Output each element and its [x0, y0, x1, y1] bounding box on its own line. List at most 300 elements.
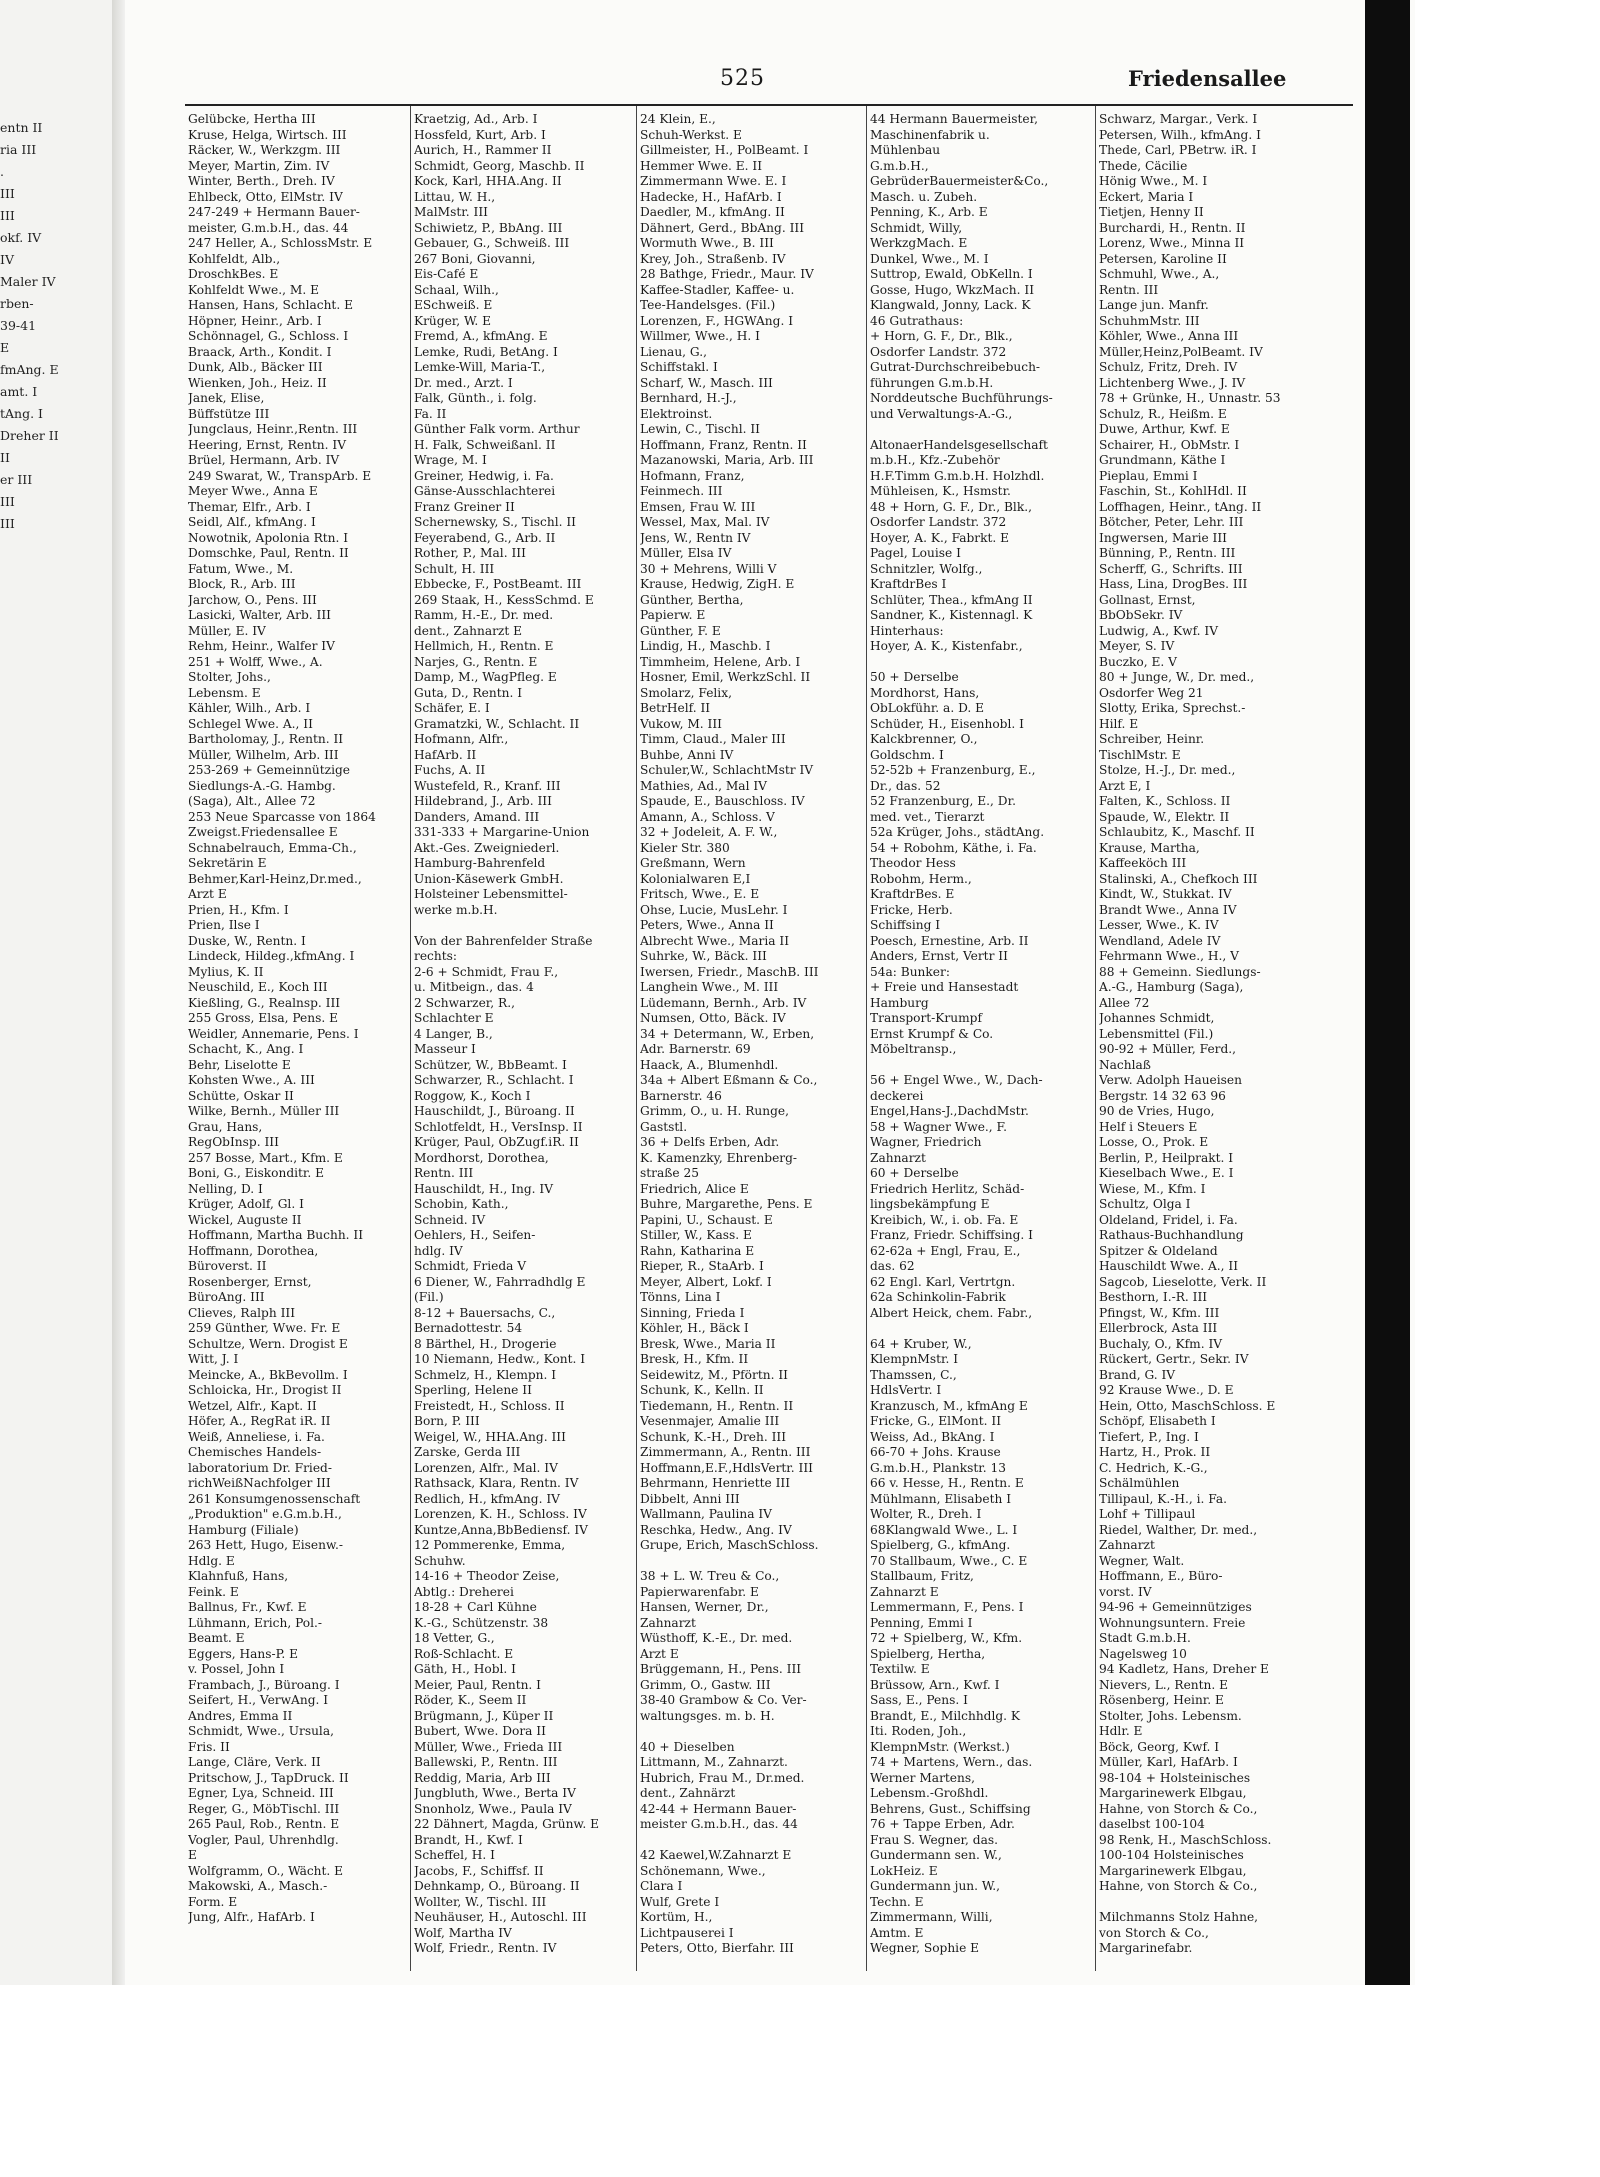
directory-entry-line: LokHeiz. E	[870, 1863, 938, 1878]
directory-entry-line: Tee-Handelsges. (Fil.)	[640, 298, 776, 312]
directory-entry-line: Wendland, Adele IV	[1099, 933, 1221, 948]
left-page-text: E	[0, 340, 10, 355]
directory-entry-line: 94 Kadletz, Hans, Dreher E	[1099, 1662, 1269, 1676]
directory-entry-line: Gundermann sen. W.,	[870, 1848, 1002, 1862]
directory-entry-line: Engel,Hans-J.,DachdMstr.	[870, 1104, 1029, 1118]
directory-entry-line: 34a + Albert Eßmann & Co.,	[640, 1073, 818, 1087]
directory-entry-line: Falten, K., Schloss. II	[1099, 794, 1231, 808]
directory-entry-line: Schlaubitz, K., Maschf. II	[1099, 825, 1255, 839]
directory-entry-line: Zimmermann, Willi,	[870, 1910, 993, 1924]
directory-entry-line: Pieplau, Emmi I	[1099, 468, 1198, 483]
directory-entry-line: Kohlfeldt Wwe., M. E	[188, 282, 319, 297]
directory-entry-line: Kreibich, W., i. ob. Fa. E	[870, 1212, 1019, 1227]
directory-entry-line: Schiffstakl. I	[640, 360, 718, 374]
directory-entry-line: Reger, G., MöbTischl. III	[188, 1801, 340, 1816]
directory-entry-line: Seidewitz, M., Pförtn. II	[640, 1367, 788, 1382]
directory-entry-line: Schunk, K.-H., Dreh. III	[640, 1429, 787, 1444]
directory-entry-line: Siedlungs-A.-G. Hambg.	[188, 778, 336, 793]
directory-entry-line: Domschke, Paul, Rentn. II	[188, 546, 349, 560]
directory-entry-line: Andres, Emma II	[188, 1708, 293, 1723]
directory-entry-line: Friedrich, Alice E	[640, 1181, 749, 1196]
directory-entry-line: 72 + Spielberg, W., Kfm.	[870, 1631, 1023, 1645]
directory-entry-line: Mühleisen, K., Hsmstr.	[870, 484, 1011, 498]
directory-entry-line: Kraetzig, Ad., Arb. I	[414, 112, 538, 126]
directory-entry-line: Timm, Claud., Maler III	[640, 732, 786, 746]
directory-entry-line: Lindeck, Hildeg.,kfmAng. I	[188, 949, 355, 963]
directory-entry-line: Lange, Cläre, Verk. II	[188, 1755, 321, 1769]
directory-entry-line: 66-70 + Johs. Krause	[870, 1445, 1001, 1459]
directory-entry-line: das. 62	[870, 1259, 915, 1273]
directory-entry-line: Krüger, Adolf, Gl. I	[188, 1197, 304, 1211]
directory-entry-line: Loffhagen, Heinr., tAng. II	[1099, 499, 1262, 514]
directory-entry-line: Spitzer & Oldeland	[1099, 1243, 1218, 1258]
directory-entry-line: Krause, Hedwig, ZigH. E	[640, 577, 795, 591]
directory-entry-line: Rehm, Heinr., Walfer IV	[188, 639, 335, 653]
column-rule	[410, 106, 411, 1971]
directory-entry-line: Lorenz, Wwe., Minna II	[1099, 236, 1245, 250]
directory-entry-line: Thede, Carl, PBetrw. iR. I	[1099, 143, 1257, 157]
directory-entry-line: Brand, G. IV	[1099, 1367, 1176, 1382]
directory-entry-line	[870, 1321, 1093, 1337]
left-page-text: III	[0, 516, 15, 531]
directory-entry-line: Müller, Karl, HafArb. I	[1099, 1755, 1238, 1769]
directory-entry-line: 98 Renk, H., MaschSchloss.	[1099, 1832, 1272, 1847]
directory-entry-line: Fricke, Herb.	[870, 902, 953, 917]
left-page-text: II	[0, 450, 10, 465]
directory-entry-line: Janek, Elise,	[188, 391, 265, 405]
directory-entry-line: Lemke, Rudi, BetAng. I	[414, 344, 558, 359]
left-page-text: Dreher II	[0, 428, 59, 443]
directory-entry-line: Anders, Ernst, Vertr II	[870, 949, 1008, 963]
directory-entry-line: 253 Neue Sparcasse von 1864	[188, 809, 376, 824]
directory-entry-line: Zahnarzt	[1099, 1538, 1155, 1552]
directory-entry-line: 90-92 + Müller, Ferd.,	[1099, 1042, 1237, 1056]
left-page-text: tAng. I	[0, 406, 43, 421]
directory-entry-line: Oldeland, Fridel, i. Fa.	[1099, 1212, 1238, 1227]
directory-entry-line: Transport-Krumpf	[870, 1011, 982, 1025]
directory-entry-line: Block, R., Arb. III	[188, 577, 296, 591]
directory-entry-line: Grupe, Erich, MaschSchloss.	[640, 1538, 819, 1552]
directory-entry-line: Hauschildt, J., Büroang. II	[414, 1104, 575, 1118]
directory-entry-line: Günther, F. E	[640, 623, 721, 638]
directory-entry-line: Brandt, H., Kwf. I	[414, 1832, 523, 1847]
directory-entry-line: Müller, Wwe., Frieda III	[414, 1739, 563, 1754]
directory-entry-line: Hilf. E	[1099, 716, 1139, 731]
directory-entry-line: 100-104 Holsteinisches	[1099, 1848, 1244, 1862]
directory-entry-line: Müller, E. IV	[188, 623, 266, 638]
directory-entry-line: Hahne, von Storch & Co.,	[1099, 1879, 1258, 1893]
directory-entry-line: Akt.-Ges. Zweigniederl.	[414, 840, 560, 855]
directory-entry-line: Wallmann, Paulina IV	[640, 1507, 772, 1521]
directory-entry-line: Mazanowski, Maria, Arb. III	[640, 453, 814, 467]
directory-entry-line: meister G.m.b.H., das. 44	[640, 1817, 798, 1831]
directory-entry-line: Schmidt, Frieda V	[414, 1259, 527, 1273]
directory-entry-line: Amtm. E	[870, 1925, 924, 1940]
directory-entry-line: Schult, H. III	[414, 561, 495, 576]
directory-entry-line: Hoffmann, Franz, Rentn. II	[640, 437, 807, 452]
directory-entry-line: Born, P. III	[414, 1414, 480, 1428]
directory-entry-line: Stolter, Johs. Lebensm.	[1099, 1708, 1242, 1723]
directory-entry-line: Papierw. E	[640, 608, 706, 622]
directory-entry-line: Rother, P., Mal. III	[414, 546, 526, 560]
left-page-text: IV	[0, 252, 14, 267]
directory-entry-line: Gollnast, Ernst,	[1099, 592, 1196, 607]
directory-entry-line: Peters, Otto, Bierfahr. III	[640, 1941, 794, 1955]
directory-entry-line: Vogler, Paul, Uhrenhdlg.	[188, 1832, 339, 1847]
directory-entry-line: Textilw. E	[870, 1662, 930, 1676]
directory-entry-line: Meyer, S. IV	[1099, 639, 1175, 653]
directory-entry-line	[640, 1833, 864, 1849]
directory-entry-line: Frambach, J., Büroang. I	[188, 1677, 340, 1692]
directory-entry-line: Jung, Alfr., HafArb. I	[188, 1910, 315, 1924]
directory-entry-line: Zahnarzt	[640, 1615, 696, 1630]
directory-entry-line: Lindig, H., Maschb. I	[640, 639, 771, 653]
directory-entry-line: Schönnagel, G., Schloss. I	[188, 329, 349, 343]
directory-entry-line: Osdorfer Weg 21	[1099, 685, 1204, 700]
directory-entry-line: Schmidt, Willy,	[870, 220, 963, 235]
directory-entry-line: Hoffmann, Martha Buchh. II	[188, 1228, 364, 1242]
left-page-text: okf. IV	[0, 230, 42, 245]
directory-entry-line: Brandt Wwe., Anna IV	[1099, 902, 1237, 917]
directory-entry-line: 56 + Engel Wwe., W., Dach-	[870, 1073, 1043, 1087]
directory-entry-line: Krüger, W. E	[414, 313, 492, 328]
directory-entry-line: Buhre, Margarethe, Pens. E	[640, 1197, 813, 1211]
directory-entry-line: Abtlg.: Dreherei	[414, 1584, 514, 1599]
directory-entry-line: KraftdrBes I	[870, 577, 947, 591]
directory-entry-line: Lohf + Tillipaul	[1099, 1507, 1196, 1521]
directory-entry-line: Schäfer, E. I	[414, 701, 490, 715]
directory-entry-line: Hofmann, Alfr.,	[414, 732, 509, 746]
directory-entry-line: Wormuth Wwe., B. III	[640, 236, 774, 250]
directory-entry-line: Rathsack, Klara, Rentn. IV	[414, 1476, 579, 1490]
directory-entry-line: Lasicki, Walter, Arb. III	[188, 608, 331, 622]
directory-entry-line: Papini, U., Schaust. E	[640, 1212, 773, 1227]
directory-entry-line: Hansen, Hans, Schlacht. E	[188, 298, 353, 312]
directory-column-2	[414, 112, 634, 1972]
directory-entry-line: Timmheim, Helene, Arb. I	[640, 654, 801, 669]
directory-entry-line: Schmelz, H., Klempn. I	[414, 1367, 557, 1382]
directory-entry-line: 42 Kaewel,W.Zahnarzt E	[640, 1848, 792, 1862]
directory-entry-line: Tiedemann, H., Rentn. II	[640, 1398, 794, 1413]
directory-entry-line: 70 Stallbaum, Wwe., C. E	[870, 1553, 1028, 1568]
directory-entry-line: ESchweiß. E	[414, 298, 493, 312]
directory-entry-line: Clara I	[640, 1879, 683, 1893]
directory-entry-line: Wiese, M., Kfm. I	[1099, 1181, 1206, 1196]
directory-entry-line: 267 Boni, Giovanni,	[414, 251, 536, 266]
directory-entry-line: H. Falk, Schweißanl. II	[414, 437, 556, 452]
column-rule	[1095, 106, 1096, 1971]
directory-entry-line: ObLokführ. a. D. E	[870, 701, 985, 715]
directory-entry-line: Sass, E., Pens. I	[870, 1693, 968, 1707]
directory-entry-line: Buchaly, O., Kfm. IV	[1099, 1336, 1223, 1351]
directory-entry-line: Grundmann, Käthe I	[1099, 453, 1226, 467]
directory-entry-line: HafArb. II	[414, 747, 477, 762]
directory-entry-line: Hein, Otto, MaschSchloss. E	[1099, 1398, 1276, 1413]
directory-entry-line: Beamt. E	[188, 1631, 245, 1645]
directory-entry-line: Schönemann, Wwe.,	[640, 1863, 766, 1878]
left-page-text: III	[0, 208, 15, 223]
directory-entry-line: Ludwig, A., Kwf. IV	[1099, 623, 1219, 638]
directory-entry-line: Haack, A., Blumenhdl.	[640, 1057, 779, 1072]
directory-entry-line: Müller, Wilhelm, Arb. III	[188, 747, 339, 762]
directory-entry-line: Mühlenbau	[870, 143, 941, 157]
directory-entry-line: Wienken, Joh., Heiz. II	[188, 375, 327, 390]
directory-entry-line: Prien, Ilse I	[188, 918, 260, 932]
directory-entry-line: DroschkBes. E	[188, 267, 279, 281]
directory-entry-line: Buczko, E. V	[1099, 654, 1177, 669]
directory-entry-line: Spaude, E., Bauschloss. IV	[640, 794, 805, 808]
directory-entry-line: K. Kamenzky, Ehrenberg-	[640, 1150, 798, 1165]
page-edge-shadow	[1365, 0, 1410, 1985]
directory-entry-line: Brügmann, J., Küper II	[414, 1708, 554, 1723]
directory-entry-line: Kießling, G., Realnsp. III	[188, 995, 341, 1010]
directory-entry-line: Schmidt, Wwe., Ursula,	[188, 1724, 334, 1738]
directory-entry-line: Losse, O., Prok. E	[1099, 1135, 1209, 1149]
directory-entry-line: Böck, Georg, Kwf. I	[1099, 1739, 1220, 1754]
directory-entry-line: lingsbekämpfung E	[870, 1197, 990, 1211]
directory-entry-line: Kaffee-Stadler, Kaffee- u.	[640, 282, 795, 297]
directory-entry-line: GebrüderBauermeister&Co.,	[870, 174, 1049, 188]
directory-entry-line: + Freie und Hansestadt	[870, 980, 1019, 994]
directory-entry-line: Braack, Arth., Kondit. I	[188, 344, 332, 359]
left-page-fragment	[0, 0, 118, 1985]
directory-entry-line: Schuler,W., SchlachtMstr IV	[640, 763, 814, 777]
directory-entry-line: Schuh-Werkst. E	[640, 127, 742, 142]
directory-entry-line: Thamssen, C.,	[870, 1367, 957, 1382]
directory-entry-line: 251 + Wolff, Wwe., A.	[188, 654, 323, 669]
directory-entry-line: Fehrmann Wwe., H., V	[1099, 949, 1239, 963]
directory-entry-line: Kalckbrenner, O.,	[870, 732, 978, 746]
directory-entry-line: Jungclaus, Heinr.,Rentn. III	[188, 422, 358, 436]
directory-entry-line: Meyer, Martin, Zim. IV	[188, 158, 330, 173]
directory-entry-line: Penning, Emmi I	[870, 1615, 973, 1630]
directory-entry-line: Osdorfer Landstr. 372	[870, 344, 1007, 359]
directory-entry-line: Lorenzen, K. H., Schloss. IV	[414, 1507, 587, 1521]
directory-entry-line: Hahne, von Storch & Co.,	[1099, 1801, 1258, 1816]
directory-entry-line: Damp, M., WagPfleg. E	[414, 670, 557, 684]
directory-entry-line: Brüssow, Arn., Kwf. I	[870, 1677, 1000, 1692]
directory-entry-line: Günther, Bertha,	[640, 592, 744, 607]
directory-entry-line: Eckert, Maria I	[1099, 189, 1194, 204]
directory-entry-line: Hadecke, H., HafArb. I	[640, 189, 782, 204]
directory-entry-line: Behrmann, Henriette III	[640, 1476, 791, 1490]
directory-entry-line: 62-62a + Engl, Frau, E.,	[870, 1243, 1021, 1258]
directory-entry-line: Emsen, Frau W. III	[640, 499, 756, 514]
directory-entry-line: Greiner, Hedwig, i. Fa.	[414, 468, 554, 483]
directory-entry-line: Kähler, Wilh., Arb. I	[188, 701, 311, 715]
directory-entry-line: richWeißNachfolger III	[188, 1476, 331, 1490]
directory-entry-line: Osdorfer Landstr. 372	[870, 515, 1007, 529]
directory-entry-line: Bernhard, H.-J.,	[640, 391, 737, 405]
directory-entry-line: Pritschow, J., TapDruck. II	[188, 1770, 349, 1785]
directory-entry-line: Fricke, G., ElMont. II	[870, 1414, 1002, 1428]
directory-entry-line: Schlotfeldt, H., VersInsp. II	[414, 1119, 583, 1134]
directory-entry-line: MalMstr. III	[414, 205, 488, 219]
directory-entry-line: Hossfeld, Kurt, Arb. I	[414, 127, 546, 142]
directory-entry-line: 46 Gutrathaus:	[870, 313, 964, 328]
directory-entry-line: 263 Hett, Hugo, Eisenw.-	[188, 1538, 343, 1552]
column-rule	[636, 106, 637, 1971]
directory-entry-line: Schnitzler, Wolfg.,	[870, 561, 983, 576]
directory-entry-line: Wagner, Friedrich	[870, 1135, 982, 1149]
directory-entry-line: Kohsten Wwe., A. III	[188, 1073, 315, 1087]
directory-entry-line: Rentn. III	[414, 1166, 474, 1180]
directory-entry-line: 8 Bärthel, H., Drogerie	[414, 1336, 557, 1351]
directory-entry-line: Lienau, G.,	[640, 344, 707, 359]
directory-entry-line: Fritsch, Wwe., E. E	[640, 887, 760, 901]
directory-entry-line: Verw. Adolph Haueisen	[1099, 1073, 1242, 1087]
directory-entry-line: führungen G.m.b.H.	[870, 375, 994, 390]
directory-entry-line: 259 Günther, Wwe. Fr. E	[188, 1321, 341, 1335]
directory-entry-line: Poesch, Ernestine, Arb. II	[870, 933, 1029, 948]
directory-entry-line: G.m.b.H., Plankstr. 13	[870, 1460, 1007, 1475]
directory-entry-line: Nievers, L., Rentn. E	[1099, 1677, 1229, 1692]
directory-entry-line: Duske, W., Rentn. I	[188, 933, 306, 948]
directory-entry-line: 269 Staak, H., KessSchmd. E	[414, 592, 594, 607]
directory-entry-line: Hamburg	[870, 995, 929, 1010]
directory-entry-line: Gutrat-Durchschreibebuch-	[870, 360, 1041, 374]
directory-entry-line: Schälmühlen	[1099, 1476, 1180, 1490]
directory-entry-line: Eggers, Hans-P. E	[188, 1646, 299, 1661]
directory-entry-line: Dunk, Alb., Bäcker III	[188, 360, 323, 374]
directory-entry-line: 94-96 + Gemeinnütziges	[1099, 1600, 1252, 1614]
directory-entry-line: Kruse, Helga, Wirtsch. III	[188, 127, 347, 142]
directory-entry-line: Form. E	[188, 1894, 238, 1909]
directory-entry-line	[870, 422, 1093, 438]
directory-entry-line: Gebauer, G., Schweiß. III	[414, 236, 570, 250]
directory-entry-line: Hauschildt, H., Ing. IV	[414, 1181, 553, 1196]
directory-entry-line: HdlsVertr. I	[870, 1383, 942, 1397]
directory-entry-line	[870, 1058, 1093, 1074]
directory-entry-line: Krüger, Paul, ObZugf.iR. II	[414, 1135, 579, 1149]
directory-entry-line: Sekretärin E	[188, 856, 267, 870]
directory-entry-line: Maschinenfabrik u.	[870, 127, 990, 142]
directory-entry-line: Witt, J. I	[188, 1352, 239, 1366]
directory-entry-line: AltonaerHandelsgesellschaft	[870, 437, 1048, 452]
directory-entry-line: + Horn, G. F., Dr., Blk.,	[870, 329, 1013, 343]
directory-entry-line: Bergstr. 14 32 63 96	[1099, 1088, 1226, 1103]
directory-entry-line: straße 25	[640, 1166, 699, 1180]
directory-entry-line: Gäth, H., Hobl. I	[414, 1662, 516, 1676]
directory-entry-line: Klangwald, Jonny, Lack. K	[870, 298, 1031, 312]
directory-entry-line: Schmidt, Georg, Maschb. II	[414, 158, 585, 173]
directory-entry-line: Hoffmann, E., Büro-	[1099, 1569, 1223, 1583]
directory-entry-line: Mühlmann, Elisabeth I	[870, 1491, 1012, 1506]
directory-entry-line: Wulf, Grete I	[640, 1894, 720, 1909]
directory-entry-line: Lorenzen, F., HGWAng. I	[640, 313, 794, 328]
directory-entry-line: Riedel, Walther, Dr. med.,	[1099, 1522, 1258, 1537]
directory-entry-line: Köhler, H., Bäck I	[640, 1321, 749, 1335]
directory-entry-line: Kranzusch, M., kfmAng E	[870, 1398, 1028, 1413]
directory-entry-line: Feinmech. III	[640, 484, 723, 498]
directory-entry-line: Wrage, M. I	[414, 453, 487, 467]
directory-entry-line: Bötcher, Peter, Lehr. III	[1099, 515, 1244, 529]
directory-entry-line: Masseur I	[414, 1042, 476, 1056]
directory-entry-line: Schiwietz, P., BbAng. III	[414, 220, 563, 235]
directory-entry-line: Jens, W., Rentn IV	[640, 530, 751, 545]
directory-entry-line: Klahnfuß, Hans,	[188, 1569, 289, 1583]
directory-entry-line: Wessel, Max, Mal. IV	[640, 515, 770, 529]
header-rule	[185, 104, 1353, 106]
directory-entry-line: Willmer, Wwe., H. I	[640, 329, 760, 343]
directory-entry-line: KlempnMstr. (Werkst.)	[870, 1739, 1010, 1754]
directory-entry-line: Johannes Schmidt,	[1099, 1011, 1215, 1025]
directory-entry-line: Littau, W. H.,	[414, 189, 496, 204]
directory-entry-line: SchuhmMstr. III	[1099, 313, 1200, 328]
directory-entry-line: vorst. IV	[1099, 1584, 1152, 1599]
directory-entry-line: Ellerbrock, Asta III	[1099, 1321, 1218, 1335]
directory-entry-line: Faschin, St., KohlHdl. II	[1099, 484, 1247, 498]
directory-entry-line: 18 Vetter, G.,	[414, 1631, 495, 1645]
directory-entry-line: Wickel, Auguste II	[188, 1212, 302, 1227]
directory-entry-line: Kindt, W., Stukkat. IV	[1099, 887, 1232, 901]
directory-entry-line: Grimm, O., Gastw. III	[640, 1677, 771, 1692]
directory-entry-line: Nachlaß	[1099, 1057, 1151, 1072]
directory-entry-line: Iti. Roden, Joh.,	[870, 1724, 967, 1738]
directory-entry-line: Sandner, K., Kistennagl. K	[870, 608, 1033, 622]
directory-entry-line: Besthorn, I.-R. III	[1099, 1290, 1208, 1304]
directory-entry-line: Scheffel, H. I	[414, 1848, 495, 1862]
directory-entry-line: 48 + Horn, G. F., Dr., Blk.,	[870, 499, 1032, 514]
directory-entry-line: Guta, D., Rentn. I	[414, 685, 523, 700]
directory-entry-line: werke m.b.H.	[414, 902, 498, 917]
directory-entry-line: 6 Diener, W., Fahrradhdlg E	[414, 1274, 586, 1289]
directory-entry-line: Kock, Karl, HHA.Ang. II	[414, 174, 562, 188]
directory-entry-line: Sinning, Frieda I	[640, 1305, 745, 1320]
directory-entry-line: Gillmeister, H., PolBeamt. I	[640, 143, 809, 157]
directory-entry-line: Hosner, Emil, WerkzSchl. II	[640, 670, 811, 684]
directory-entry-line: Fremd, A., kfmAng. E	[414, 329, 548, 343]
directory-entry-line: Seifert, H., VerwAng. I	[188, 1693, 329, 1707]
directory-entry-line: 52-52b + Franzenburg, E.,	[870, 763, 1036, 777]
directory-entry-line: Lühmann, Erich, Pol.-	[188, 1615, 323, 1630]
directory-entry-line: Zweigst.Friedensallee E	[188, 825, 338, 839]
left-page-text: Maler IV	[0, 274, 56, 289]
directory-entry-line: Lüdemann, Bernh., Arb. IV	[640, 995, 807, 1010]
directory-entry-line: Meincke, A., BkBevollm. I	[188, 1367, 348, 1382]
directory-entry-line: K.-G., Schützenstr. 38	[414, 1615, 549, 1630]
directory-entry-line: Fris. II	[188, 1739, 230, 1754]
directory-entry-line: Reschka, Hedw., Ang. IV	[640, 1522, 792, 1537]
directory-entry-line: Zahnarzt E	[870, 1584, 939, 1599]
directory-entry-line: Themar, Elfr., Arb. I	[188, 499, 311, 514]
directory-entry-line: Arzt E	[640, 1646, 679, 1661]
directory-entry-line: Margarinewerk Elbgau,	[1099, 1786, 1247, 1800]
directory-entry-line: Margarinefabr.	[1099, 1941, 1193, 1955]
directory-entry-line: 30 + Mehrens, Willi V	[640, 561, 777, 576]
directory-entry-line: 80 + Junge, W., Dr. med.,	[1099, 670, 1255, 684]
directory-entry-line: Papierwarenfabr. E	[640, 1584, 759, 1599]
directory-entry-line: Tillipaul, K.-H., i. Fa.	[1099, 1491, 1228, 1506]
directory-column-4	[870, 112, 1093, 1972]
directory-entry-line: 22 Dähnert, Magda, Grünw. E	[414, 1817, 600, 1831]
directory-entry-line: Brüggemann, H., Pens. III	[640, 1662, 802, 1676]
directory-entry-line: Grimm, O., u. H. Runge,	[640, 1104, 789, 1118]
directory-entry-line: Wegner, Walt.	[1099, 1553, 1185, 1568]
directory-entry-line: 32 + Jodeleit, A. F. W.,	[640, 825, 778, 839]
directory-entry-line: Hoyer, A. K., Fabrkt. E	[870, 530, 1010, 545]
directory-entry-line: Winter, Berth., Dreh. IV	[188, 174, 335, 188]
directory-entry-line: Oehlers, H., Seifen-	[414, 1228, 536, 1242]
directory-entry-line: 261 Konsumgenossenschaft	[188, 1491, 361, 1506]
directory-entry-line: Goldschm. I	[870, 747, 944, 762]
left-page-text: .	[0, 164, 4, 179]
left-page-text: III	[0, 494, 15, 509]
directory-entry-line: Schöpf, Elisabeth I	[1099, 1414, 1216, 1428]
directory-entry-line: Meyer Wwe., Anna E	[188, 484, 318, 498]
directory-entry-line: Schwarzer, R., Schlacht. I	[414, 1073, 574, 1087]
directory-entry-line: Stolter, Johs.,	[188, 670, 271, 684]
